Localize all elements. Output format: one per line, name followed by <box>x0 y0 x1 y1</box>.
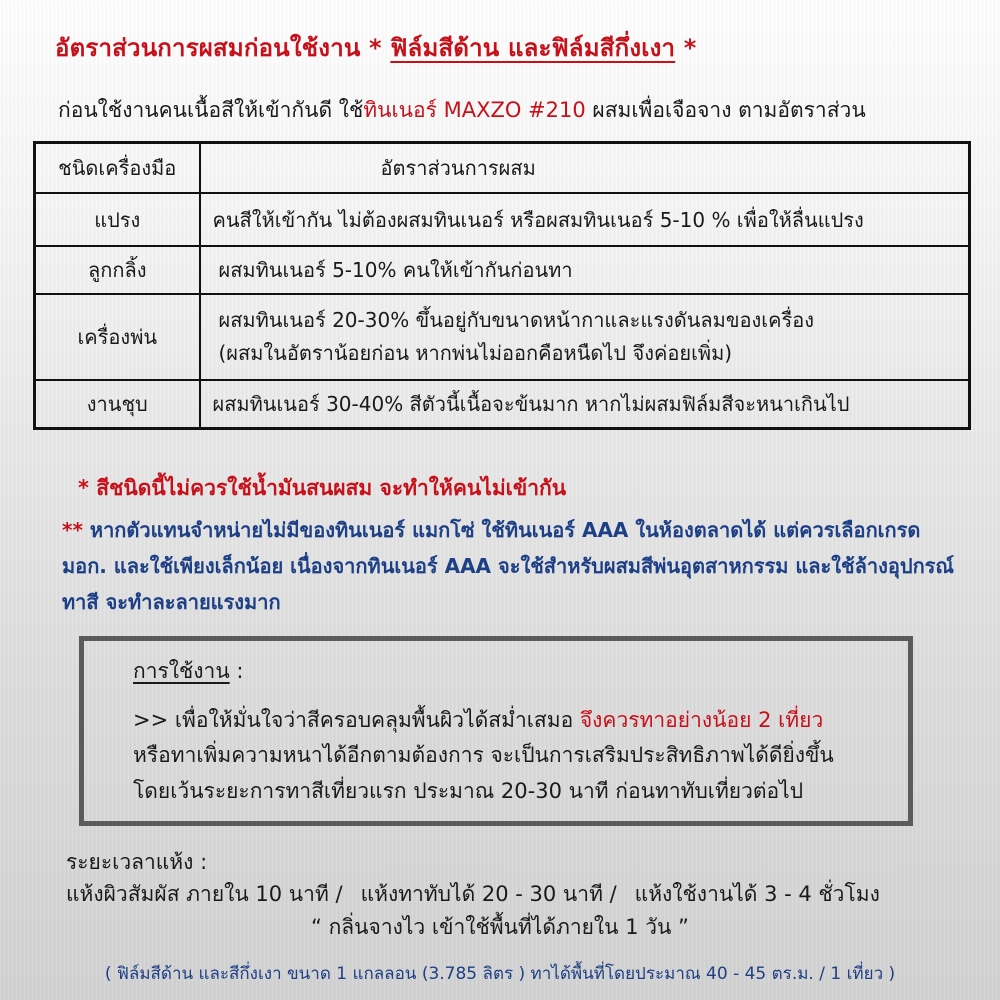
ratio-cell: ผสมทินเนอร์ 30-40% สีตัวนี้เนื้อจะข้นมาก หากไม่ผสมฟิล์มสีจะหนาเกินไป <box>200 380 970 429</box>
page-title <box>55 28 697 67</box>
note-turpentine-warning: * สีชนิดนี้ไม่ควรใช้น้ำมันสนผสม จะทำให้คนไม่เข้ากัน <box>78 476 567 500</box>
usage-title: การใช้งาน <box>133 659 230 683</box>
dry-time-recoat: แห้งทาทับได้ 20 - 30 นาที / <box>360 882 617 906</box>
table-row <box>35 193 970 246</box>
usage-line-3: โดยเว้นระยะการทาสีเที่ยวแรก ประมาณ 20-30 นาที ก่อนทาทับเที่ยวต่อไป <box>133 779 804 803</box>
note-text: หากตัวแทนจำหน่ายไม่มีของทินเนอร์ แมกโซ่ ใช้ทินเนอร์ AAA ในห้องตลาดได้ แต่ควรเลือกเกรด มอก. และใช้เพียงเล็กน้อย เนื่องจากทินเนอร์ AAA จะใช้สำหรับผสมสีพ่นอุตสาหกรรม และใช้ล้างอุปกรณ์ทาสี จะทำละลายแรงมาก <box>62 518 954 614</box>
ratio-cell <box>200 294 970 380</box>
usage-heading <box>133 655 243 688</box>
table-row <box>35 294 970 380</box>
odor-quote: “ กลิ่นจางไว เข้าใช้พื้นที่ได้ภายใน 1 วัน ” <box>311 915 689 939</box>
tool-cell: งานชุบ <box>35 380 200 429</box>
header-tool: ชนิดเครื่องมือ <box>35 143 200 194</box>
table-row <box>35 380 970 429</box>
table-header-row <box>35 143 970 194</box>
tool-cell: ลูกกลิ้ง <box>35 246 200 294</box>
ratio-line: ผสมทินเนอร์ 20-30% ขึ้นอยู่กับขนาดหน้ากาและแรงดันลมของเครื่อง <box>218 308 814 332</box>
dry-time-touch: แห้งผิวสัมผัส ภายใน 10 นาที / <box>66 882 343 906</box>
header-ratio: อัตราส่วนการผสม <box>200 143 970 194</box>
ratio-cell: คนสีให้เข้ากัน ไม่ต้องผสมทินเนอร์ หรือผสมทินเนอร์ 5-10 % เพื่อให้ลื่นแปรง <box>200 193 970 246</box>
intro-thinner-highlight: ทินเนอร์ MAXZO #210 <box>363 98 586 122</box>
title-underlined: ฟิล์มสีด้าน และฟิล์มสีกึ่งเงา <box>390 34 676 62</box>
intro-before: ก่อนใช้งานคนเนื้อสีให้เข้ากันดี ใช้ <box>58 98 364 122</box>
note-stars: ** <box>62 518 83 542</box>
usage-line-1 <box>133 704 823 737</box>
mix-ratio-table <box>33 141 971 430</box>
tool-cell: แปรง <box>35 193 200 246</box>
intro-text <box>58 94 866 127</box>
tool-cell: เครื่องพ่น <box>35 294 200 380</box>
usage-line-2: หรือทาเพิ่มความหนาได้อีกตามต้องการ จะเป็นการเสริมประสิทธิภาพได้ดียิ่งขึ้น <box>133 743 834 767</box>
intro-after: ผสมเพื่อเจือจาง ตามอัตราส่วน <box>585 98 866 122</box>
usage-coats-highlight: จึงควรทาอย่างน้อย 2 เที่ยว <box>579 708 824 732</box>
dry-time-heading: ระยะเวลาแห้ง : <box>66 850 208 874</box>
dry-time-use: แห้งใช้งานได้ 3 - 4 ชั่วโมง <box>634 882 880 906</box>
usage-title-suffix: : <box>229 659 244 683</box>
coverage-note: ( ฟิล์มสีด้าน และสีกึ่งเงา ขนาด 1 แกลลอน (3.785 ลิตร ) ทาได้พื้นที่โดยประมาณ 40 - 45 ตร.ม. / 1 เที่ยว ) <box>104 964 896 984</box>
dry-time-list <box>66 878 898 911</box>
ratio-line: (ผสมในอัตราน้อยก่อน หากพ่นไม่ออกคือหนืดไป จึงค่อยเพิ่ม) <box>218 341 733 365</box>
note-thinner-substitute <box>62 512 962 620</box>
title-main: อัตราส่วนการผสมก่อนใช้งาน * <box>55 34 391 62</box>
ratio-cell: ผสมทินเนอร์ 5-10% คนให้เข้ากันก่อนทา <box>200 246 970 294</box>
usage-line-1-text: >> เพื่อให้มั่นใจว่าสีครอบคลุมพื้นผิวได้สม่ำเสมอ <box>133 708 580 732</box>
table-row <box>35 246 970 294</box>
title-suffix: * <box>675 34 697 62</box>
